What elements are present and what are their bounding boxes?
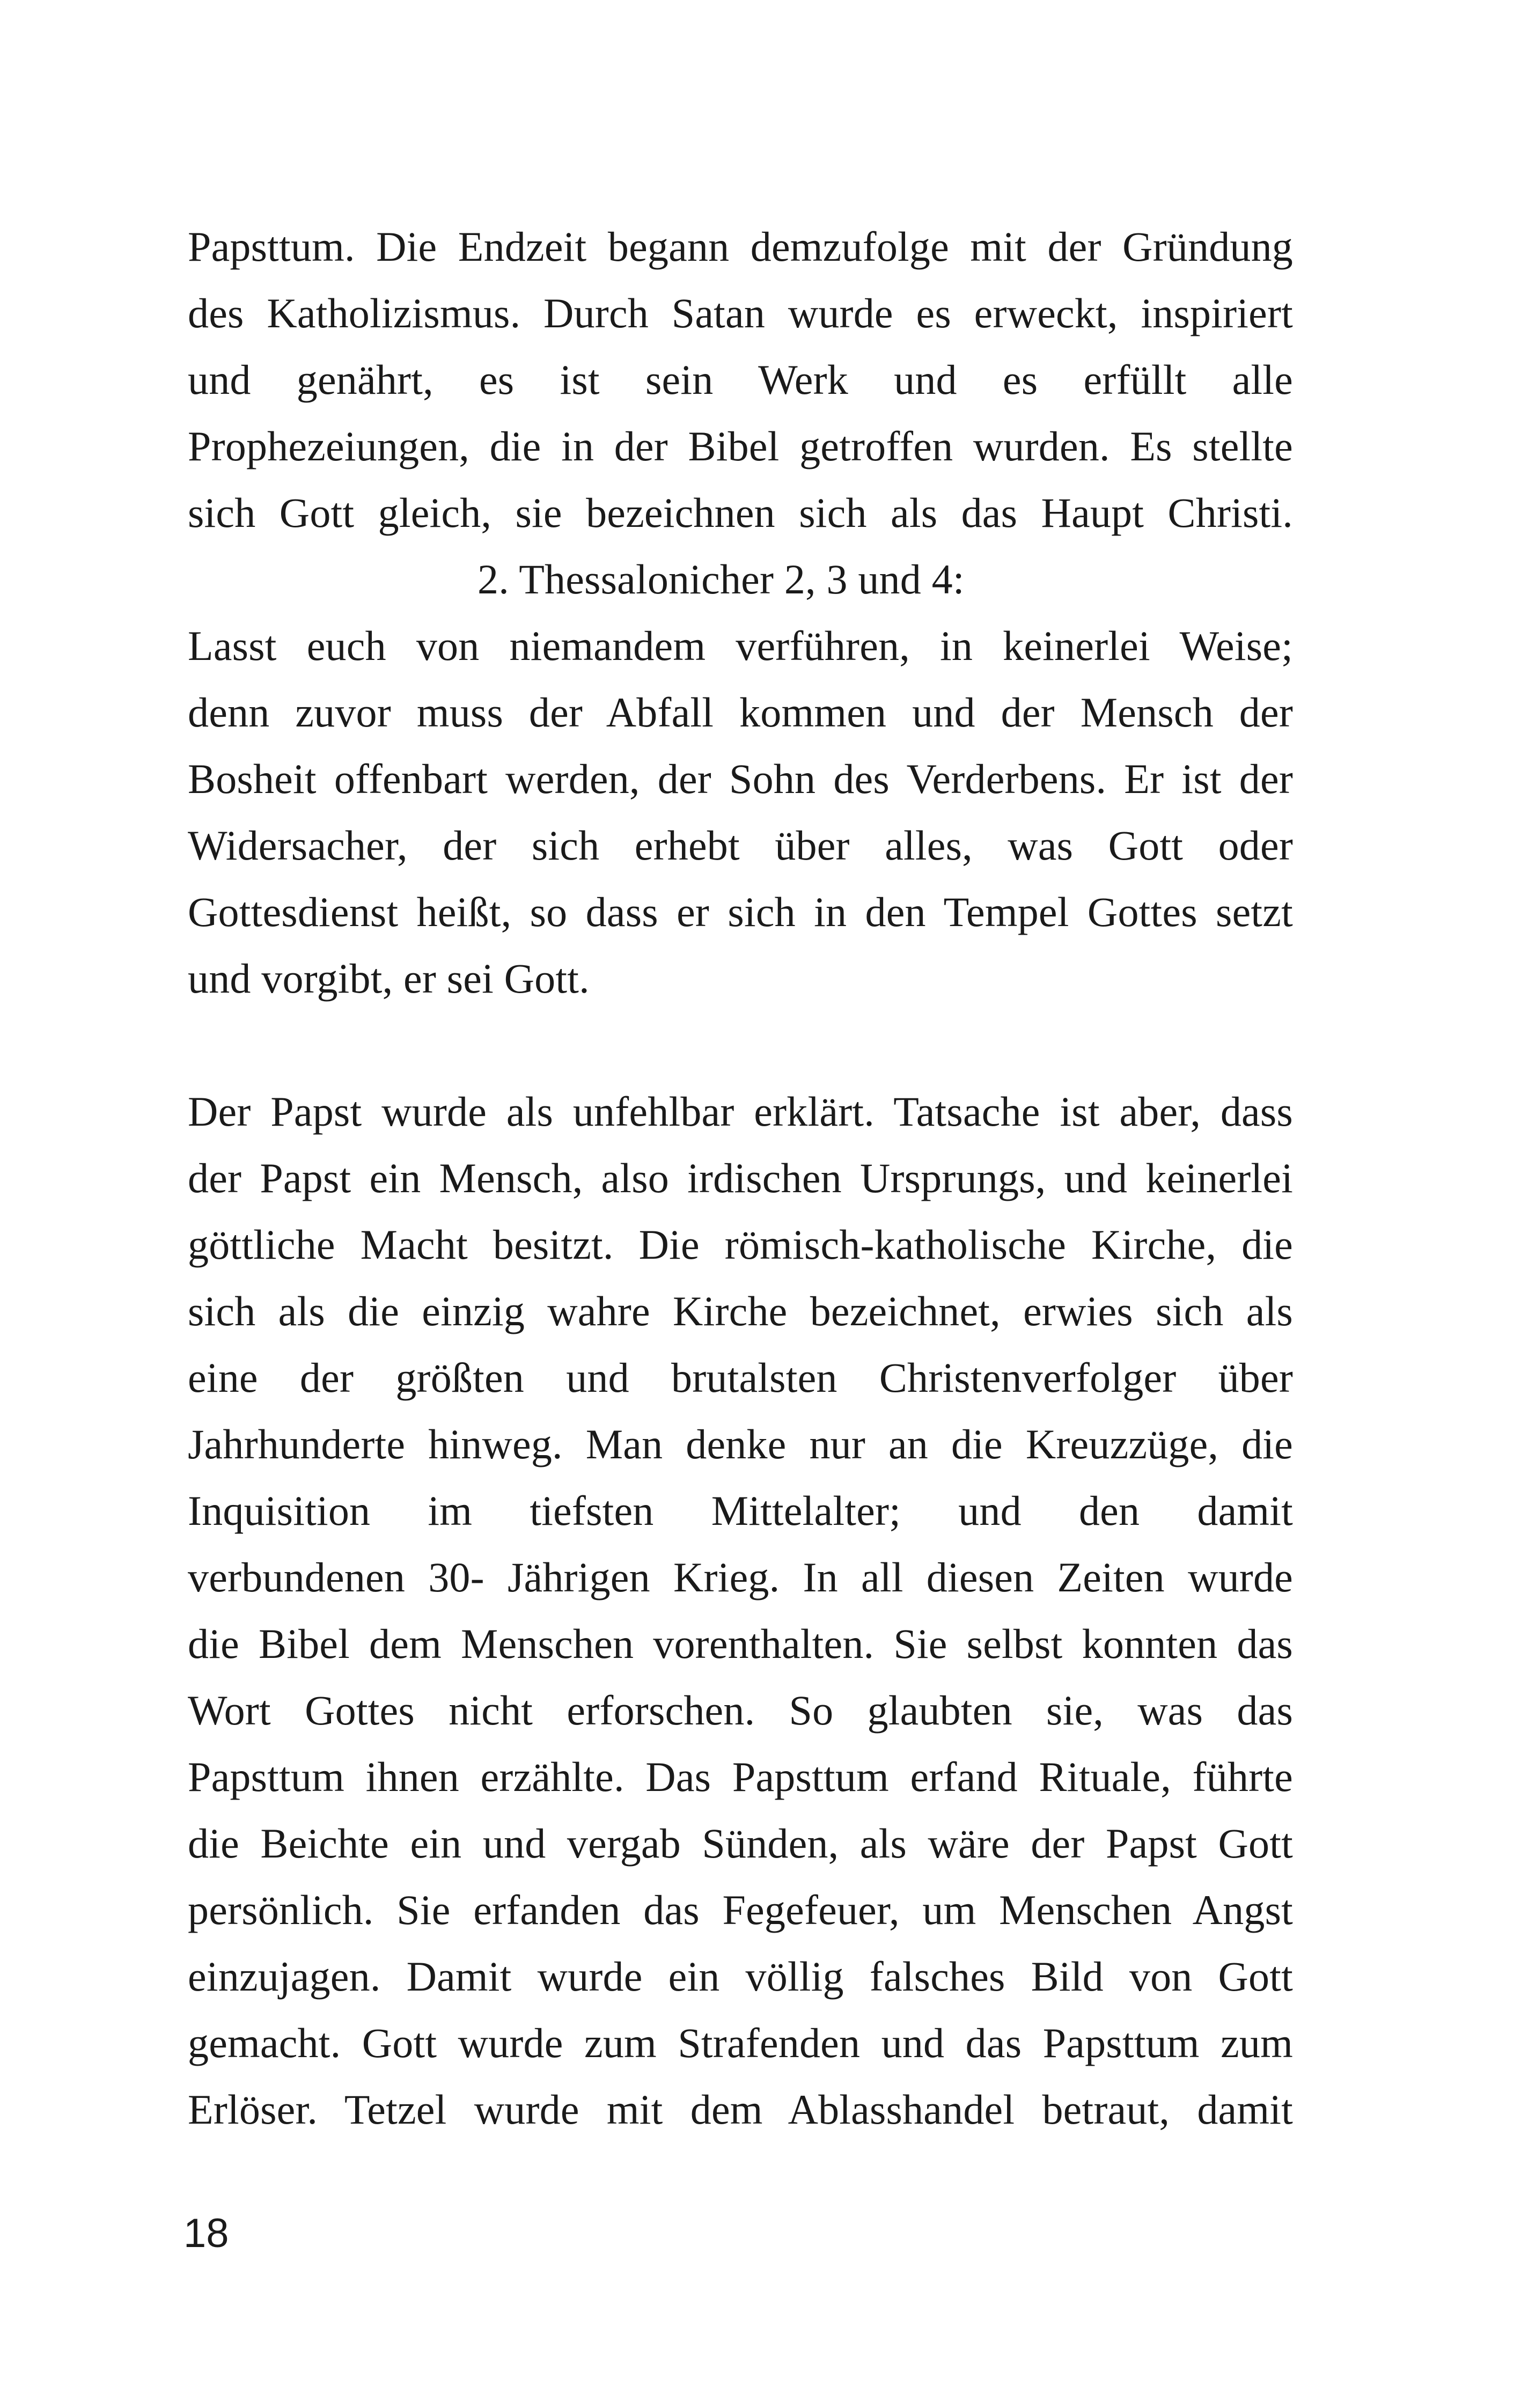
text-line: persönlich. Sie erfanden das Fegefeuer, um Menschen Angst [188,1886,1293,1933]
text-line: die Beichte ein und vergab Sünden, als wäre der Papst Gott [188,1820,1293,1867]
quote-line: und vorgibt, er sei Gott. [188,955,590,1002]
text-line: sich als die einzig wahre Kirche bezeichnet, erwies sich als [188,1288,1293,1334]
page-number: 18 [183,2211,229,2256]
quote-line: Lasst euch von niemandem verführen, in keinerlei Weise; [188,622,1293,669]
text-line: Prophezeiungen, die in der Bibel getroffen wurden. Es stellte [188,423,1293,469]
text-line: Inquisition im tiefsten Mittelalter; und den damit [188,1487,1293,1534]
text-line: verbundenen 30- Jährigen Krieg. In all diesen Zeiten wurde [188,1554,1293,1601]
text-line: göttliche Macht besitzt. Die römisch-katholische Kirche, die [188,1221,1293,1268]
text-line: einzujagen. Damit wurde ein völlig falsches Bild von Gott [188,1953,1293,2000]
quote-line: Widersacher, der sich erhebt über alles, was Gott oder [188,822,1293,869]
text-line: sich Gott gleich, sie bezeichnen sich als das Haupt Christi. [188,489,1293,536]
text-line: und genährt, es ist sein Werk und es erfüllt alle [188,356,1293,403]
text-line: Erlöser. Tetzel wurde mit dem Ablasshandel betraut, damit [188,2086,1293,2133]
text-line: gemacht. Gott wurde zum Strafenden und das Papsttum zum [188,2020,1293,2066]
quote-line: Gottesdienst heißt, so dass er sich in den Tempel Gottes setzt [188,889,1293,935]
quote-line: Bosheit offenbart werden, der Sohn des Verderbens. Er ist der [188,755,1293,802]
text-line: Der Papst wurde als unfehlbar erklärt. Tatsache ist aber, dass [188,1088,1293,1135]
quote-line: denn zuvor muss der Abfall kommen und der Mensch der [188,689,1293,736]
paragraph-gap [188,1012,1293,1078]
scripture-reference: 2. Thessalonicher 2, 3 und 4: [477,556,965,603]
text-line: des Katholizismus. Durch Satan wurde es erweckt, inspiriert [188,290,1293,336]
text-line: Papsttum. Die Endzeit begann demzufolge mit der Gründung [188,223,1293,270]
text-line: der Papst ein Mensch, also irdischen Ursprungs, und keinerlei [188,1155,1293,1201]
text-line: eine der größten und brutalsten Christenverfolger über [188,1354,1293,1401]
text-line: Papsttum ihnen erzählte. Das Papsttum erfand Rituale, führte [188,1753,1293,1800]
text-line: die Bibel dem Menschen vorenthalten. Sie selbst konnten das [188,1620,1293,1667]
text-line: Jahrhunderte hinweg. Man denke nur an die Kreuzzüge, die [188,1421,1293,1467]
book-page [188,214,1293,2143]
text-line: Wort Gottes nicht erforschen. So glaubten sie, was das [188,1687,1293,1734]
